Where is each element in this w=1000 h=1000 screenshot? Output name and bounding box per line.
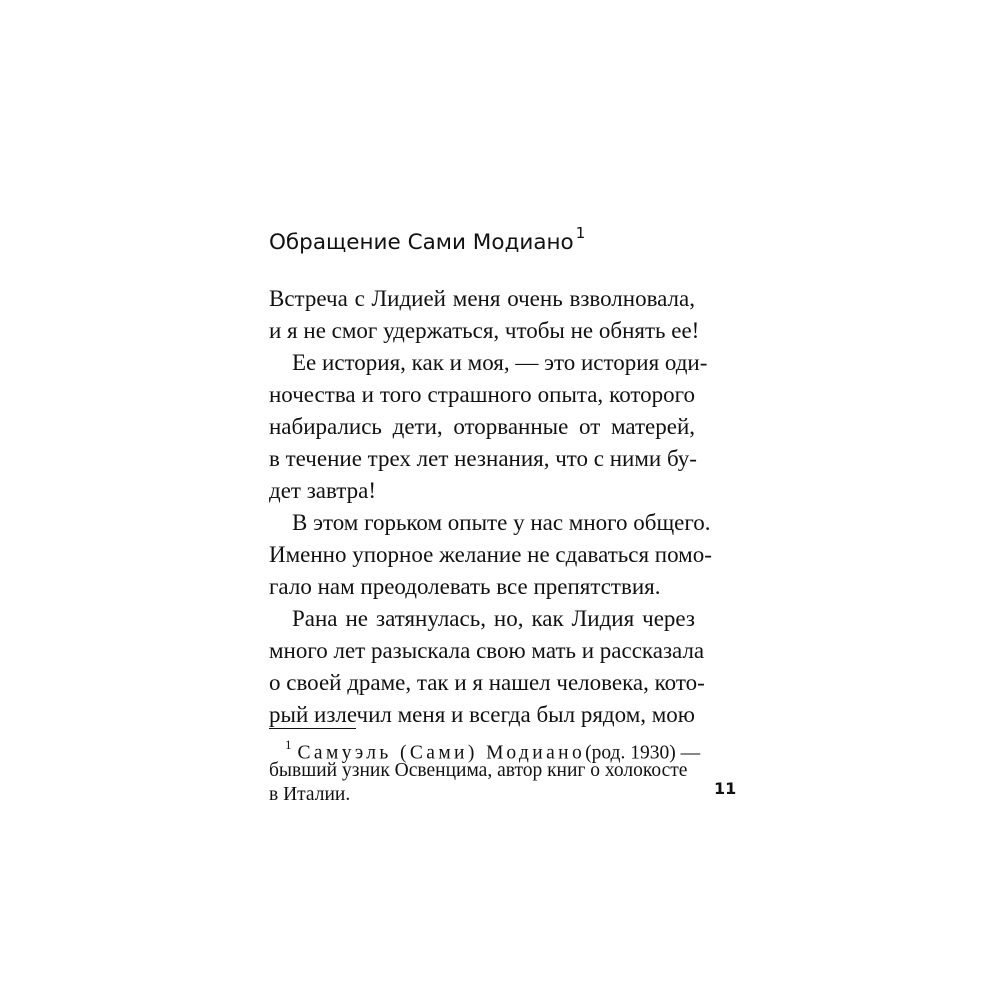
section-title: Обращение Сами Модиано (269, 230, 574, 256)
body-line: ночества и того страшного опыта, которого (269, 382, 695, 407)
footnote-marker: 1 (285, 737, 292, 752)
body-line: В этом горьком опыте у нас много общего. (292, 510, 711, 535)
footnote-divider (269, 728, 356, 729)
footnote-line (285, 735, 701, 764)
body-line: о своей драме, так и я нашел человека, кото- (269, 670, 705, 695)
body-line: Рана не затянулась, но, как Лидия через (292, 606, 695, 631)
footnote-line: в Италии. (269, 784, 351, 805)
body-line: много лет разыскала свою мать и рассказала (269, 638, 705, 663)
body-line: набирались дети, оторванные от матерей, (269, 414, 695, 439)
body-line: дет завтра! (269, 478, 376, 503)
body-line: рый излечил меня и всегда был рядом, мою (269, 702, 695, 727)
footnote-line: бывший узник Освенцима, автор книг о холокосте (269, 760, 688, 781)
body-line: Встреча с Лидией меня очень взволновала, (269, 286, 695, 311)
section-heading (269, 224, 586, 256)
body-line: Ее история, как и моя, — это история оди- (292, 350, 708, 375)
body-line: гало нам преодолевать все препятствия. (269, 574, 661, 599)
footnote-reference: 1 (575, 224, 586, 242)
body-line: Именно упорное желание не сдаваться помо- (269, 542, 712, 567)
footnote-years: (род. 1930) — (585, 742, 701, 764)
body-line: и я не смог удержаться, чтобы не обнять ее! (269, 318, 700, 343)
body-line: в течение трех лет незнания, что с ними бу- (269, 446, 697, 471)
footnote-person-name: Самуэль (Сами) Модиано (297, 742, 586, 764)
page-number: 11 (714, 779, 737, 798)
